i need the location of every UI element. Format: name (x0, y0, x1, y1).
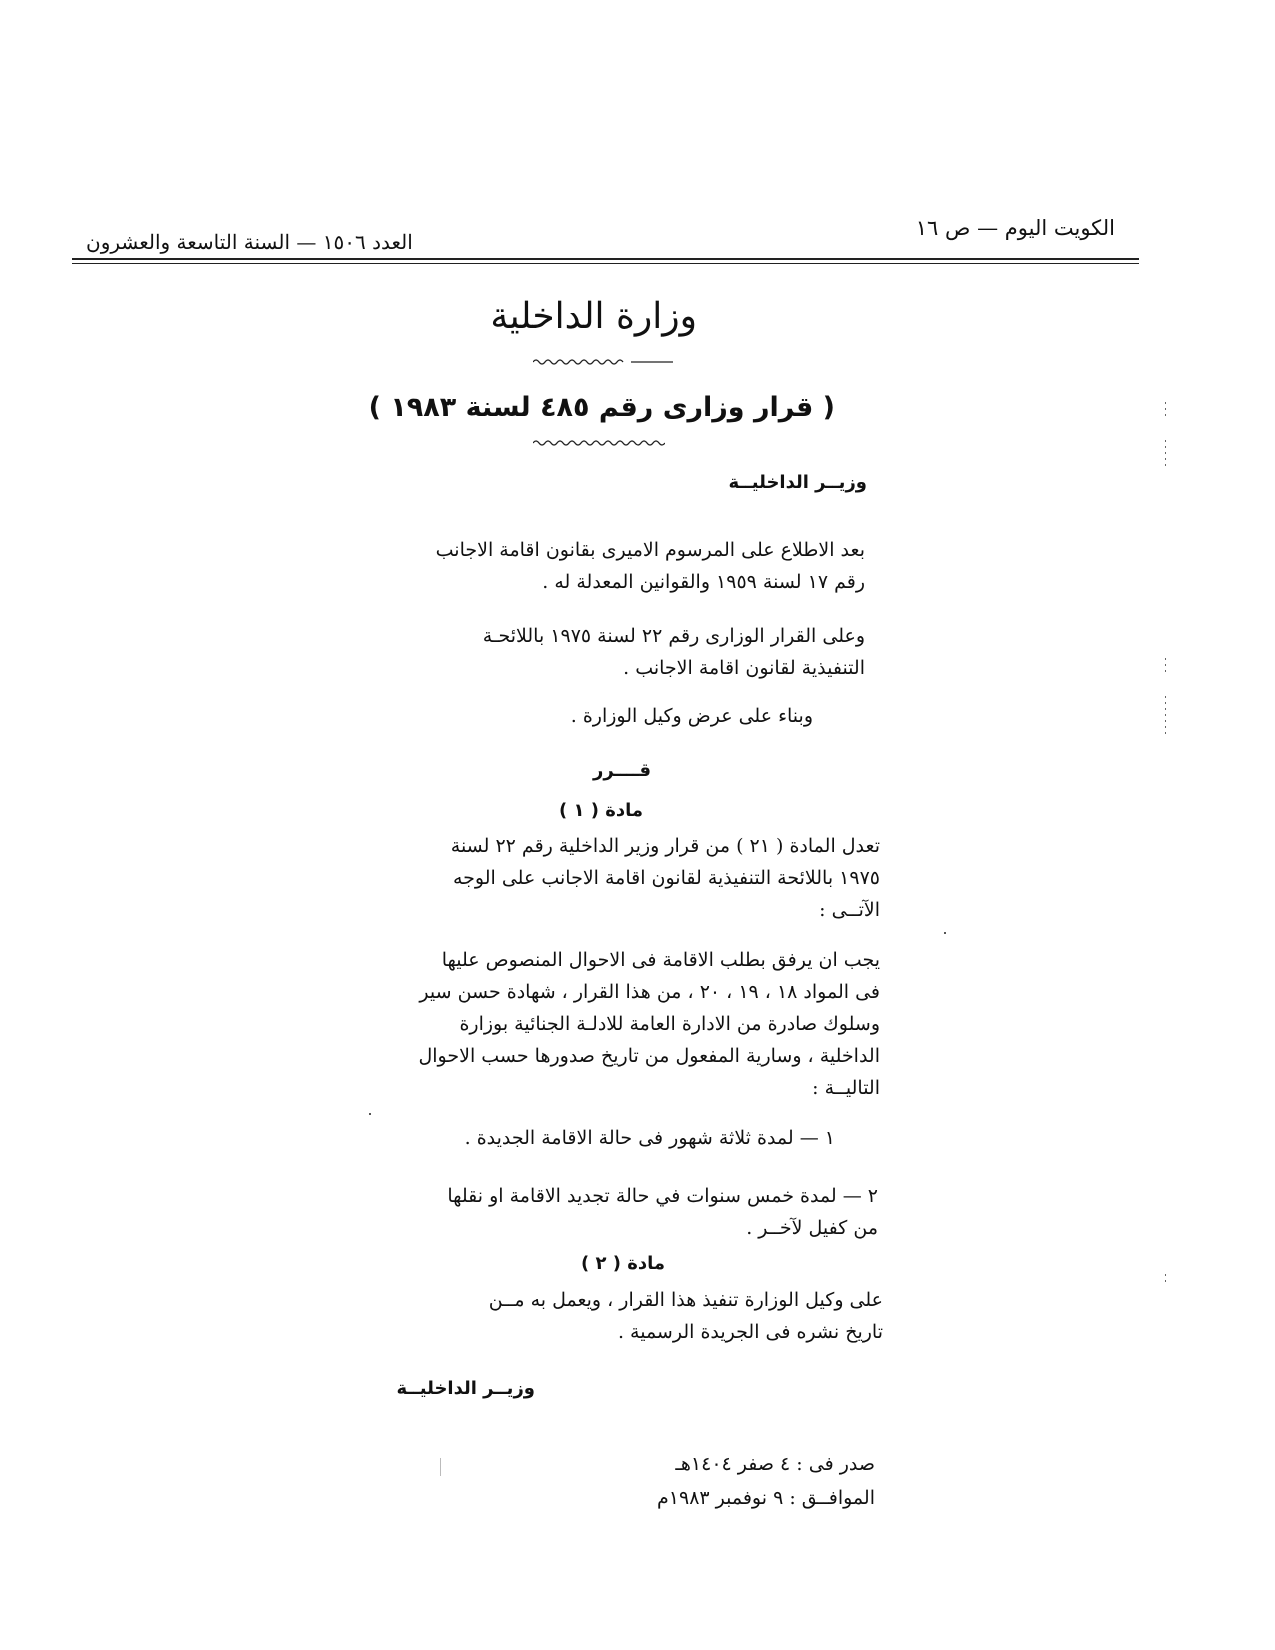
paragraph-line: التنفيذية لقانون اقامة الاجانب . (623, 657, 865, 679)
paragraph-line: ١ — لمدة ثلاثة شهور فى حالة الاقامة الجديدة . (464, 1127, 835, 1149)
paragraph-line: تعدل المادة ( ٢١ ) من قرار وزير الداخلية رقم ٢٢ لسنة (450, 835, 880, 857)
decided-heading: قــــرر (593, 760, 651, 781)
scan-speck (440, 1458, 441, 1476)
issue-date-gregorian: الموافــق : ٩ نوفمبر ١٩٨٣م (657, 1487, 875, 1509)
preamble-paragraph (345, 620, 865, 684)
paragraph-line: الداخلية ، وسارية المفعول من تاريخ صدورها حسب الاحوال (418, 1045, 880, 1067)
paragraph-line: تاريخ نشره فى الجريدة الرسمية . (617, 1321, 883, 1343)
paragraph-line: من كفيل لآخــر . (746, 1217, 878, 1239)
article-body (363, 1284, 883, 1348)
minister-signature: وزيــر الداخليــة (396, 1378, 535, 1399)
paragraph-line: رقم ١٧ لسنة ١٩٥٩ والقوانين المعدلة له . (542, 571, 865, 593)
scan-mark (1165, 1274, 1166, 1284)
minister-heading: وزيــر الداخليــة (728, 472, 867, 493)
paragraph-line: التاليــة : (812, 1077, 880, 1099)
paragraph-line: الآتــى : (819, 899, 880, 921)
ministry-title: وزارة الداخلية (490, 296, 697, 337)
paragraph-line: ١٩٧٥ باللائحة التنفيذية لقانون اقامة الاجانب على الوجه (452, 867, 880, 889)
decree-ornament (533, 438, 665, 448)
paragraph-line: وبناء على عرض وكيل الوزارة . (570, 705, 813, 727)
scan-speck (944, 932, 946, 934)
preamble-paragraph (571, 700, 813, 732)
header-issue-year: العدد ١٥٠٦ — السنة التاسعة والعشرون (86, 230, 413, 254)
header-rule-thick (72, 258, 1139, 260)
paragraph-line: فى المواد ١٨ ، ١٩ ، ٢٠ ، من هذا القرار ، شهادة حسن سير (419, 981, 880, 1003)
scan-mark (1165, 658, 1166, 672)
list-item (465, 1122, 835, 1154)
article-body (350, 830, 880, 926)
list-item (358, 1180, 878, 1244)
article-condition (350, 944, 880, 1104)
header-publication-page: الكويت اليوم — ص ١٦ (915, 216, 1115, 240)
preamble-paragraph (345, 534, 865, 598)
paragraph-line: على وكيل الوزارة تنفيذ هذا القرار ، ويعمل به مــن (488, 1289, 883, 1311)
paragraph-line: ٢ — لمدة خمس سنوات في حالة تجديد الاقامة او نقلها (447, 1185, 878, 1207)
header-rule-thin (72, 263, 1139, 264)
article-heading: مادة ( ٢ ) (580, 1253, 665, 1274)
paragraph-line: وسلوك صادرة من الادارة العامة للادلـة الجنائية بوزارة (459, 1013, 880, 1035)
paragraph-line: بعد الاطلاع على المرسوم الاميرى بقانون اقامة الاجانب (435, 539, 865, 561)
scan-mark (1165, 696, 1166, 734)
scan-mark (1165, 402, 1166, 416)
decree-title: ( قرار وزارى رقم ٤٨٥ لسنة ١٩٨٣ ) (368, 392, 835, 423)
scan-speck (369, 1113, 371, 1115)
issue-date-hijri: صدر فى : ٤ صفر ١٤٠٤هـ (675, 1453, 875, 1475)
paragraph-line: يجب ان يرفق بطلب الاقامة فى الاحوال المنصوص عليها (441, 949, 880, 971)
paragraph-line: وعلى القرار الوزارى رقم ٢٢ لسنة ١٩٧٥ باللائحـة (482, 625, 865, 647)
scan-mark (1165, 440, 1166, 466)
title-ornament (533, 357, 673, 367)
article-heading: مادة ( ١ ) (558, 800, 643, 821)
